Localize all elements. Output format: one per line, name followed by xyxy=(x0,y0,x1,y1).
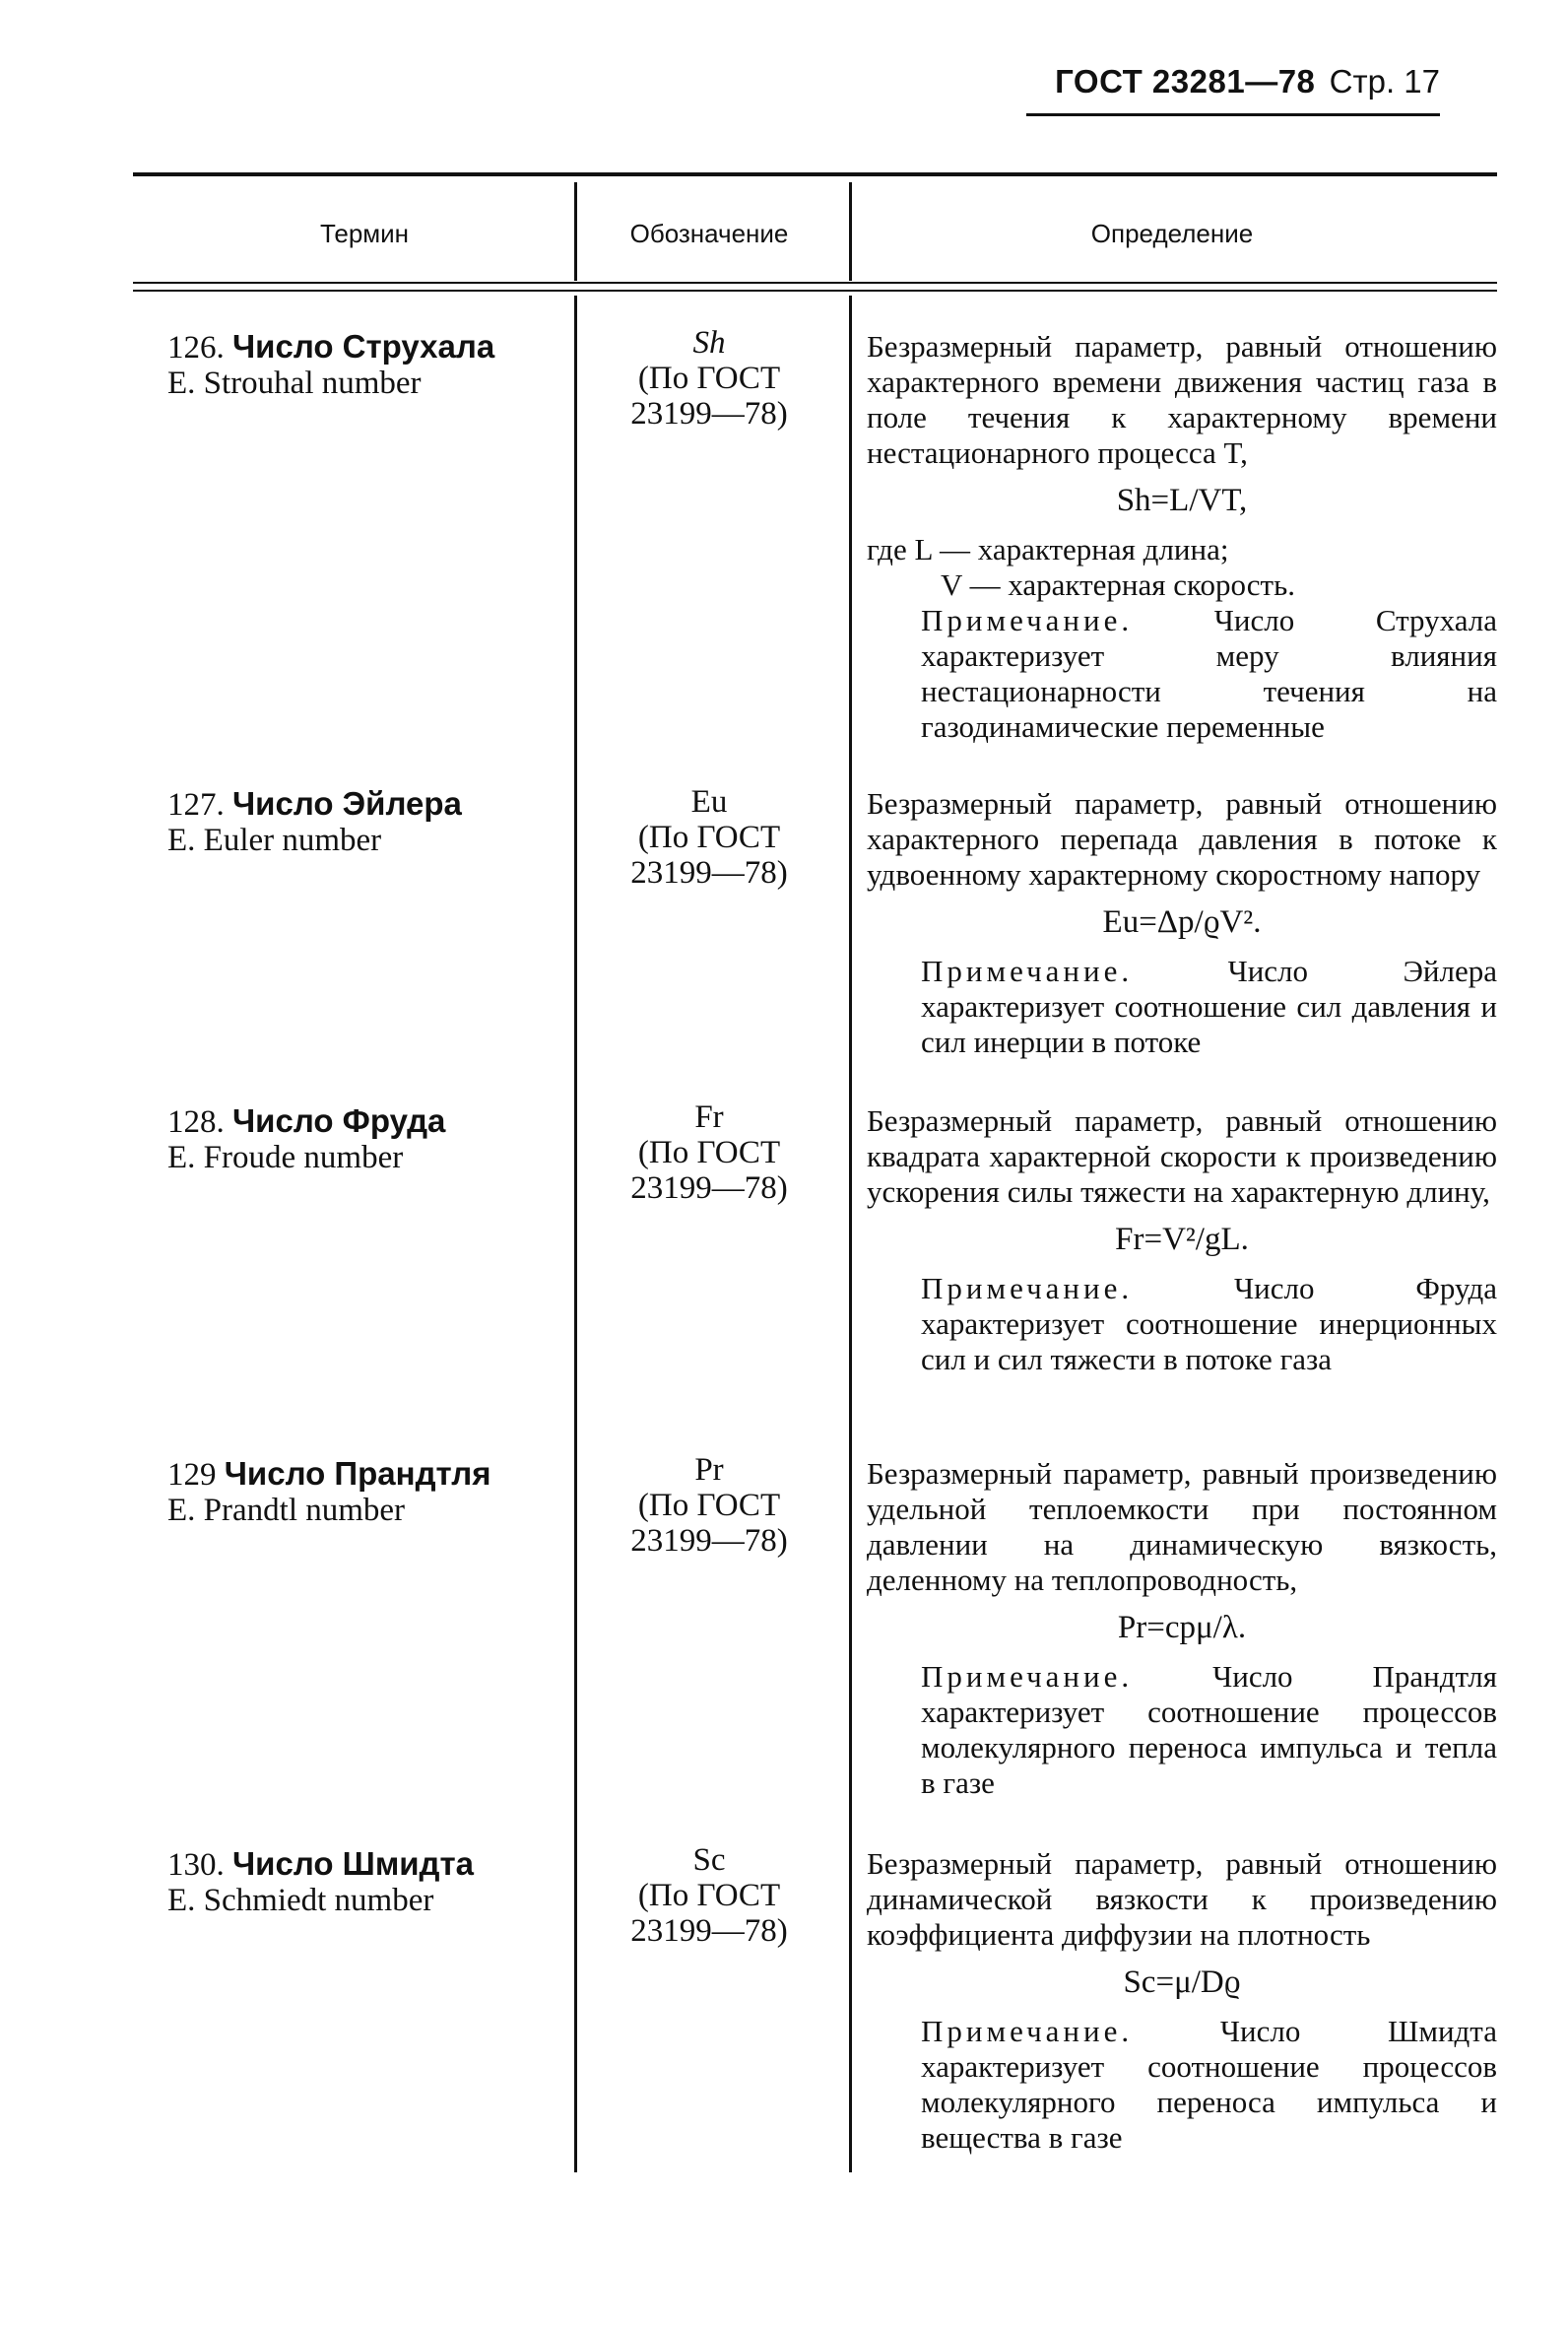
definition-strouhal: Безразмерный параметр, равный отношению характерного времени движения частиц газа в поле течения к характерному времени нестационарного процесса T, Sh=L/VT, где L — характерная длина; V — характерная скорость. Примечание. Число Струхала характеризует меру влияния нестационарности течения на газодинамические переменные xyxy=(867,329,1498,744)
term-schmidt: 130. Число Шмидта E. Schmiedt number xyxy=(167,1845,475,1918)
term-euler: 127. Число Эйлера E. Euler number xyxy=(167,785,462,858)
term-prandtl: 129 Число Прандтля E. Prandtl number xyxy=(167,1455,491,1528)
formula-euler: Eu=Δp/ϱV². xyxy=(1102,904,1262,940)
symbol-schmidt: Sc (По ГОСТ 23199—78) xyxy=(630,1842,788,1949)
symbol-strouhal: Sh (По ГОСТ 23199—78) xyxy=(630,325,788,432)
symbol-prandtl: Pr (По ГОСТ 23199—78) xyxy=(630,1452,788,1559)
column-divider-2-head xyxy=(849,182,852,281)
symbol-froude: Fr (По ГОСТ 23199—78) xyxy=(630,1099,788,1206)
term-froude: 128. Число Фруда E. Froude number xyxy=(167,1102,446,1175)
definition-prandtl: Безразмерный параметр, равный произведению удельной теплоемкости при постоянном давлении на динамическую вязкость, деленному на теплопроводность, Pr=cpμ/λ. Примечание. Число Прандтля характеризует соотношение процессов молекулярного переноса импульса и тепла в газе xyxy=(867,1456,1498,1800)
column-divider-1 xyxy=(574,296,577,2172)
header-rule xyxy=(1026,113,1440,116)
definition-froude: Безразмерный параметр, равный отношению квадрата характерной скорости к произведению ускорения силы тяжести на характерную длину, Fr=V²/gL. Примечание. Число Фруда характеризует соотношение инерционных сил и сил тяжести в потоке газа xyxy=(867,1103,1497,1376)
formula-schmidt: Sc=μ/Dϱ xyxy=(1123,1964,1241,2000)
column-divider-2 xyxy=(849,296,852,2172)
page-header xyxy=(1055,63,1440,101)
column-header-symbol: Обозначение xyxy=(629,219,789,248)
column-divider-1-head xyxy=(574,182,577,281)
definition-schmidt: Безразмерный параметр, равный отношению динамической вязкости к произведению коэффициента диффузии на плотность Sc=μ/Dϱ Примечание. Число Шмидта характеризует соотношение процессов молекулярного переноса импульса и вещества в газе xyxy=(867,1846,1497,2155)
formula-prandtl: Pr=cpμ/λ. xyxy=(1117,1610,1247,1645)
column-header-term: Термин xyxy=(319,219,410,248)
term-strouhal: 126. Число Струхала E. Strouhal number xyxy=(167,328,495,401)
definition-euler: Безразмерный параметр, равный отношению характерного перепада давления в потоке к удвоенному характерному скоростному напору Eu=Δp/ϱV². Примечание. Число Эйлера характеризует соотношение сил давления и сил инерции в потоке xyxy=(867,786,1498,1059)
column-header-definition: Определение xyxy=(1090,219,1254,248)
table-top-rule xyxy=(133,172,1497,176)
table-header-rule-2 xyxy=(133,290,1497,292)
formula-froude: Fr=V²/gL. xyxy=(1115,1222,1249,1257)
table-header-rule-1 xyxy=(133,282,1497,284)
standard-number: ГОСТ 23281—78 xyxy=(1055,63,1316,100)
formula-strouhal: Sh=L/VT, xyxy=(1116,483,1248,518)
page-number: Стр. 17 xyxy=(1329,63,1440,100)
symbol-euler: Eu (По ГОСТ 23199—78) xyxy=(630,784,788,891)
